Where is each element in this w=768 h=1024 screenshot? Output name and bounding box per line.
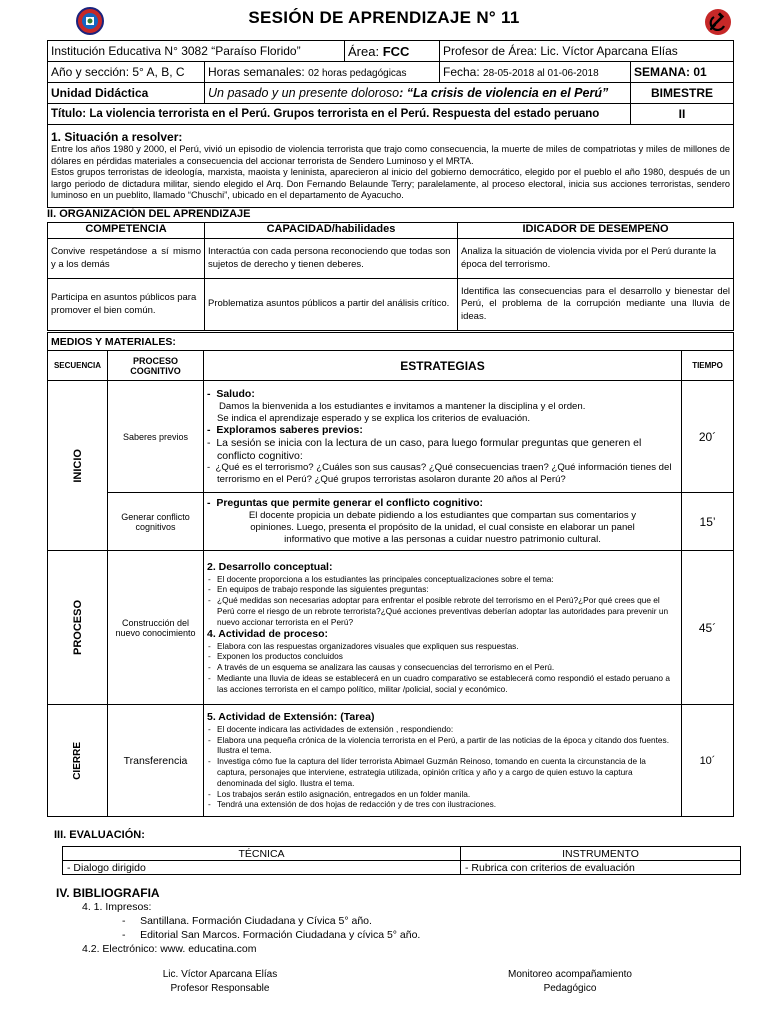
semana-cell: SEMANA: 01 — [631, 62, 734, 83]
col-estrategias: ESTRATEGIAS — [204, 351, 682, 381]
signature-monitoreo-line1: Monitoreo acompañamiento — [508, 969, 632, 980]
extension-list — [207, 724, 678, 810]
col-tiempo: TIEMPO — [682, 351, 734, 381]
situacion-paragraph-1: Entre los años 1980 y 2000, el Perú, vivió un episodio de violencia terrorista que trajo como consecuencia, la muerte de miles de compatriotas y miles de millones de dólares en pérdidas materiales a consecuencia del accionar terrorista de Sendero Luminoso y el MRTA. — [51, 144, 731, 166]
estrategias-table — [47, 332, 734, 817]
unidad-label-cell: Unidad Didáctica — [48, 83, 205, 104]
extension-item: - Tendrá una extensión de dos hojas de redacción y de tres con ilustraciones. — [207, 799, 678, 810]
saludo-1: Damos la bienvenida a los estudiantes e invitamos a mantener la disciplina y el orden. — [219, 401, 586, 412]
competencia-2: Participa en asuntos públicos para promover el bien común. — [48, 279, 205, 331]
exploramos-2: - ¿Qué es el terrorismo? ¿Cuáles son sus causas? ¿Qué consecuencias traen? ¿Qué información tienes del terrorismo en el Perú? ¿Qué grupos terroristas asolaron durante 20 años al Perú? — [207, 462, 672, 485]
col-indicador: IDICADOR DE DESEMPEÑO — [458, 223, 734, 239]
extension-item: - Los trabajos serán estilo asignación, entregados en un folder manila. — [207, 789, 678, 800]
extension-item: - Elabora una pequeña crónica de la violencia terrorista en el Perú, a partir de las noticias de la época y citando dos fuentes. Ilustra el tema. — [207, 735, 678, 757]
bibliografia-item: - Editorial San Marcos. Formación Ciudadana y cívica 5° año. — [122, 929, 421, 941]
saludo-heading: - Saludo: — [207, 388, 255, 400]
proceso-label: PROCESO — [71, 599, 84, 655]
col-instrumento: INSTRUMENTO — [461, 847, 741, 861]
page-title: SESIÓN DE APRENDIZAJE N° 11 — [248, 8, 520, 27]
exploramos-1: - La sesión se inicia con la lectura de un caso, para luego formular preguntas que generen el conflicto cognitivo: — [207, 437, 642, 462]
actividad-item: - A través de un esquema se analizara las causas y consecuencias del terrorismo en el Perú. — [207, 662, 678, 673]
bibliografia-item: - Santillana. Formación Ciudadana y Cívica 5° año. — [122, 915, 372, 927]
signature-profesor — [140, 968, 300, 996]
col-secuencia: SECUENCIA — [48, 351, 108, 381]
tecnica-value: - Dialogo dirigido — [63, 861, 461, 875]
desarrollo-item: - El docente proporciona a los estudiantes las principales conceptualizaciones sobre el tema: — [207, 574, 678, 585]
situacion-paragraph-2: Estos grupos terroristas de ideología, marxista, maoista y leninista, aparecieron al inicio del gobierno democrático, elegido por el pueblo el año 1980, después de un largo periodo de dictadura militar, siendo elegido el Arq. Don Fernando Belaunde Terry; paralelamente, al proceso electoral, inicia sus acciones terroristas, sendero luminoso en un pueblito, llamado “Chuschi”, ubicado en el departamento de Ayacucho. — [51, 167, 731, 201]
cierre-strategies — [204, 705, 682, 817]
construccion-label: Construcción del nuevo conocimiento — [108, 551, 204, 705]
conflicto-strategies — [204, 493, 682, 551]
signature-monitoreo — [490, 968, 650, 996]
indicador-1: Analiza la situación de violencia vivida por el Perú durante la época del terrorismo. — [458, 239, 734, 279]
saberes-label: Saberes previos — [108, 381, 204, 493]
col-proceso: PROCESO COGNITIVO — [108, 351, 204, 381]
area-cell: Área: FCC — [345, 41, 440, 62]
desarrollo-item: - En equipos de trabajo responde las siguientes preguntas: — [207, 584, 678, 595]
actividad-item: - Elabora con las respuestas organizadores visuales que expliquen sus respuestas. — [207, 641, 678, 652]
tiempo-2: 15’ — [682, 493, 734, 551]
bibliografia-section — [56, 886, 421, 956]
bimestre-value-cell: II — [631, 104, 734, 125]
preguntas-1: El docente propicia un debate pidiendo a los estudiantes que compartan sus comentarios y opiniones. Luego, presenta el propósito de la unidad, el cual consiste en elaborar un panel informativo que motive a las personas a cuidar nuestro patrimonio cultural. — [248, 510, 637, 545]
competencia-1: Convive respetándose a sí mismo y a los demás — [48, 239, 205, 279]
indicador-2: Identifica las consecuencias para el desarrollo y bienestar del Perú, el problema de la corrupción mediante una lluvia de ideas. — [458, 279, 734, 331]
actividad-heading: 4. Actividad de proceso: — [207, 627, 328, 640]
profesor-cell: Profesor de Área: Lic. Víctor Aparcana Elías — [440, 41, 734, 62]
extension-item: - El docente indicara las actividades de extensión , respondiendo: — [207, 724, 678, 735]
anio-seccion-cell: Año y sección: 5° A, B, C — [48, 62, 205, 83]
evaluacion-table — [62, 846, 741, 875]
inicio-cell — [48, 381, 108, 551]
hammer-sickle-icon — [704, 8, 732, 36]
tiempo-4: 10´ — [682, 705, 734, 817]
preguntas-heading: - Preguntas que permite generar el conflicto cognitivo: — [207, 497, 483, 510]
institucion-cell: Institución Educativa N° 3082 “Paraíso Florido” — [48, 41, 345, 62]
extension-item: - Investiga cómo fue la captura del líder terrorista Abimael Guzmán Reinoso, tomando en cuenta la circunstancia de la captura, personajes que interviene, estrategia utilizada, opinión crítica y año y a cargo de quien estuvo la captura denominada del siglo. Ilustra el tema. — [207, 756, 678, 788]
bibliografia-electronico: 4.2. Electrónico: www. educatina.com — [82, 943, 257, 955]
col-competencia: COMPETENCIA — [48, 223, 205, 239]
document-header — [0, 0, 768, 40]
signature-profesor-name: Lic. Víctor Aparcana Elías — [162, 969, 278, 980]
unidad-title-cell: Un pasado y un presente doloroso: “La crisis de violencia en el Perú” — [205, 83, 631, 104]
col-tecnica: TÉCNICA — [63, 847, 461, 861]
signature-profesor-role: Profesor Responsable — [170, 983, 270, 994]
situacion-cell — [48, 125, 734, 208]
proceso-strategies — [204, 551, 682, 705]
exploramos-heading: - Exploramos saberes previos: — [207, 424, 363, 436]
extension-heading: 5. Actividad de Extensión: (Tarea) — [207, 710, 375, 723]
organizacion-table — [47, 222, 734, 331]
saludo-2: Se indica el aprendizaje esperado y se explica los criterios de evaluación. — [217, 412, 531, 424]
situacion-heading: 1. Situación a resolver: — [51, 130, 183, 145]
bimestre-label-cell: BIMESTRE — [631, 83, 734, 104]
instrumento-value: - Rubrica con criterios de evaluación — [461, 861, 741, 875]
desarrollo-heading: 2. Desarrollo conceptual: — [207, 560, 333, 573]
organizacion-heading: II. ORGANIZACIÓN DEL APRENDIZAJE — [47, 208, 251, 220]
info-table — [47, 40, 734, 208]
col-capacidad: CAPACIDAD/habilidades — [205, 223, 458, 239]
transferencia-label: Transferencia — [108, 705, 204, 817]
medios-cell: MEDIOS Y MATERIALES: — [48, 333, 734, 351]
proceso-cell — [48, 551, 108, 705]
actividad-item: - Mediante una lluvia de ideas se establecerá en un cuadro comparativo se establecerá como respondió el estado peruano a las acciones terrorista en el campo político, militar /policial, social y económico. — [207, 673, 678, 695]
desarrollo-list — [207, 574, 678, 628]
capacidad-2: Problematiza asuntos públicos a partir del análisis crítico. — [205, 279, 458, 331]
inicio-label: INICIO — [71, 448, 84, 483]
capacidad-1: Interactúa con cada persona reconociendo que todas son sujetos de derecho y tienen deberes. — [205, 239, 458, 279]
titulo-cell: Título: La violencia terrorista en el Perú. Grupos terrorista en el Perú. Respuesta del estado peruano — [48, 104, 631, 125]
actividad-item: - Exponen los productos concluidos — [207, 651, 678, 662]
desarrollo-item: - ¿Qué medidas son necesarias adoptar para enfrentar el posible rebrote del terrorismo en el Perú?¿Por qué crees que el Perú corre el riesgo de un rebrote terrorista?¿Qué acciones preventivas deberían adoptar las autoridades para prevenir un nuevo accionar terrorista en el Perú? — [207, 595, 678, 627]
tiempo-1: 20´ — [682, 381, 734, 493]
conflicto-label: Generar conflicto cognitivos — [108, 493, 204, 551]
bibliografia-impresos: 4. 1. Impresos: — [82, 901, 152, 913]
fecha-cell: Fecha: 28-05-2018 al 01-06-2018 — [440, 62, 631, 83]
actividad-list — [207, 641, 678, 695]
cierre-cell — [48, 705, 108, 817]
inicio-strategies — [204, 381, 682, 493]
bibliografia-heading: IV. BIBLIOGRAFIA — [56, 886, 160, 900]
horas-cell: Horas semanales: 02 horas pedagógicas — [205, 62, 440, 83]
cierre-label: CIERRE — [72, 741, 83, 780]
evaluacion-heading: III. EVALUACIÓN: — [54, 829, 145, 841]
tiempo-3: 45´ — [682, 551, 734, 705]
signature-monitoreo-line2: Pedagógico — [543, 983, 597, 994]
